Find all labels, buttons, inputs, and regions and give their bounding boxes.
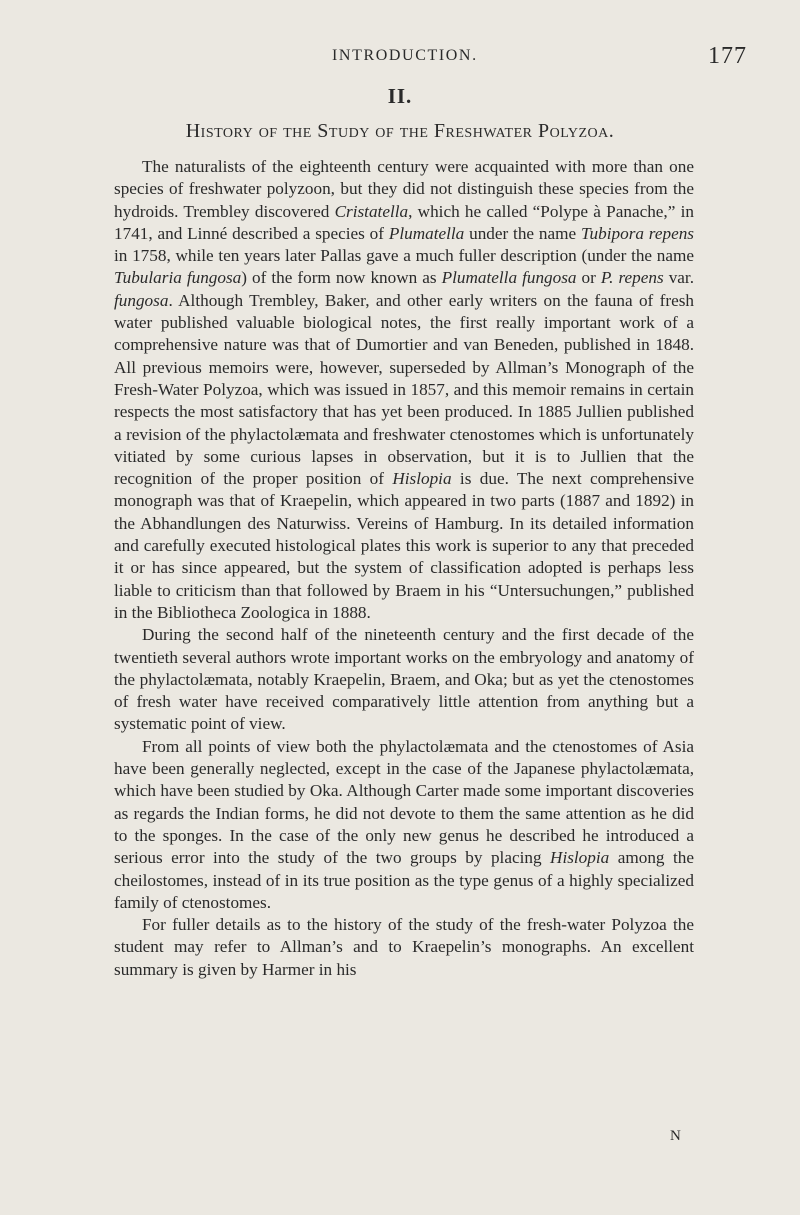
page-number: 177: [708, 43, 747, 69]
paragraph-2: [114, 624, 694, 735]
paragraph-3: [114, 736, 694, 914]
paragraph-4: [114, 914, 694, 981]
text-run: During the second half of the nineteenth century and the first decade of the twentieth several authors wrote important works on the embryology and anatomy of the phylactolæmata, notably Kraepelin, Braem, and Oka; but as yet the ctenostomes of fresh water have received comparatively little attention from anything but a systematic point of view.: [114, 625, 694, 734]
italic-term: Hislopia: [392, 469, 452, 489]
text-run: From all points of view both the phylactolæmata and the ctenostomes of Asia have been generally neglected, except in the case of the Japanese phylactolæmata, which have been studied by Oka. Although Carter made some important discoveries as regards the Indian forms, he did not devote to them the same attention as he did to the sponges. In the case of the only new genus he described he introduced a serious error into the study of the two groups by placing: [114, 736, 694, 868]
italic-term: Tubipora repens: [580, 223, 694, 243]
text-run: among the cheilostomes, instead of in its true position as the type genus of a highly specialized family of ctenostomes.: [114, 848, 694, 912]
text-run: The naturalists of the eighteenth century were acquainted with more than one species of freshwater polyzoon, but they did not distinguish these species from the hydroids. Trembley discovered: [114, 157, 694, 221]
text-run: ) of the form now known as: [241, 268, 442, 288]
text-run: under the name: [464, 223, 581, 243]
italic-term: Hislopia: [550, 848, 610, 868]
text-run: is due. The next comprehensive monograph was that of Kraepelin, which appeared in two parts (1887 and 1892) in the Abhandlungen des Naturwiss. Vereins of Hamburg. In its detailed information and carefully executed histological plates this work is superior to any that preceded it or has since appeared, but the system of classification adopted is perhaps less liable to criticism than that followed by Braem in his “Untersuchungen,” published in the Bibliotheca Zoologica in 1888.: [114, 469, 694, 622]
text-run: var.: [663, 268, 695, 288]
text-run: in 1758, while ten years later Pallas gave a much fuller description (under the name: [114, 246, 694, 266]
italic-term: fungosa: [114, 290, 169, 310]
italic-term: Plumatella fungosa: [441, 268, 577, 288]
body-text: [114, 156, 694, 981]
italic-term: Plumatella: [388, 223, 465, 243]
italic-term: Cristatella: [334, 201, 409, 221]
running-head-title: INTRODUCTION.: [332, 47, 478, 64]
paragraph-1: [114, 156, 694, 624]
italic-term: P. repens: [600, 268, 664, 288]
text-run: For fuller details as to the history of the study of the fresh-water Polyzoa the student may refer to Allman’s and to Kraepelin’s monographs. An excellent summary is given by Harmer in his: [114, 915, 694, 979]
section-number: II.: [387, 84, 413, 108]
section-title: History of the Study of the Freshwater Polyzoa.: [185, 120, 615, 142]
running-head: [0, 43, 800, 71]
italic-term: Tubularia fungosa: [114, 268, 242, 288]
text-run: , which he called “Polype à Panache,” in 1741, and Linné described a species of: [114, 201, 694, 243]
signature-mark: N: [670, 1128, 681, 1144]
text-run: . Although Trembley, Baker, and other early writers on the fauna of fresh water published valuable biological notes, the first really important work of a comprehensive nature was that of Dumortier and van Beneden, published in 1848. All previous memoirs were, however, superseded by Allman’s Monograph of the Fresh-Water Polyzoa, which was issued in 1857, and this memoir remains in certain respects the most satisfactory that has yet been produced. In 1885 Jullien published a revision of the phylactolæmata and freshwater ctenostomes which is unfortunately vitiated by some curious lapses in observation, but it is to Jullien that the recognition of the proper position of: [114, 290, 694, 489]
text-run: or: [576, 268, 601, 288]
